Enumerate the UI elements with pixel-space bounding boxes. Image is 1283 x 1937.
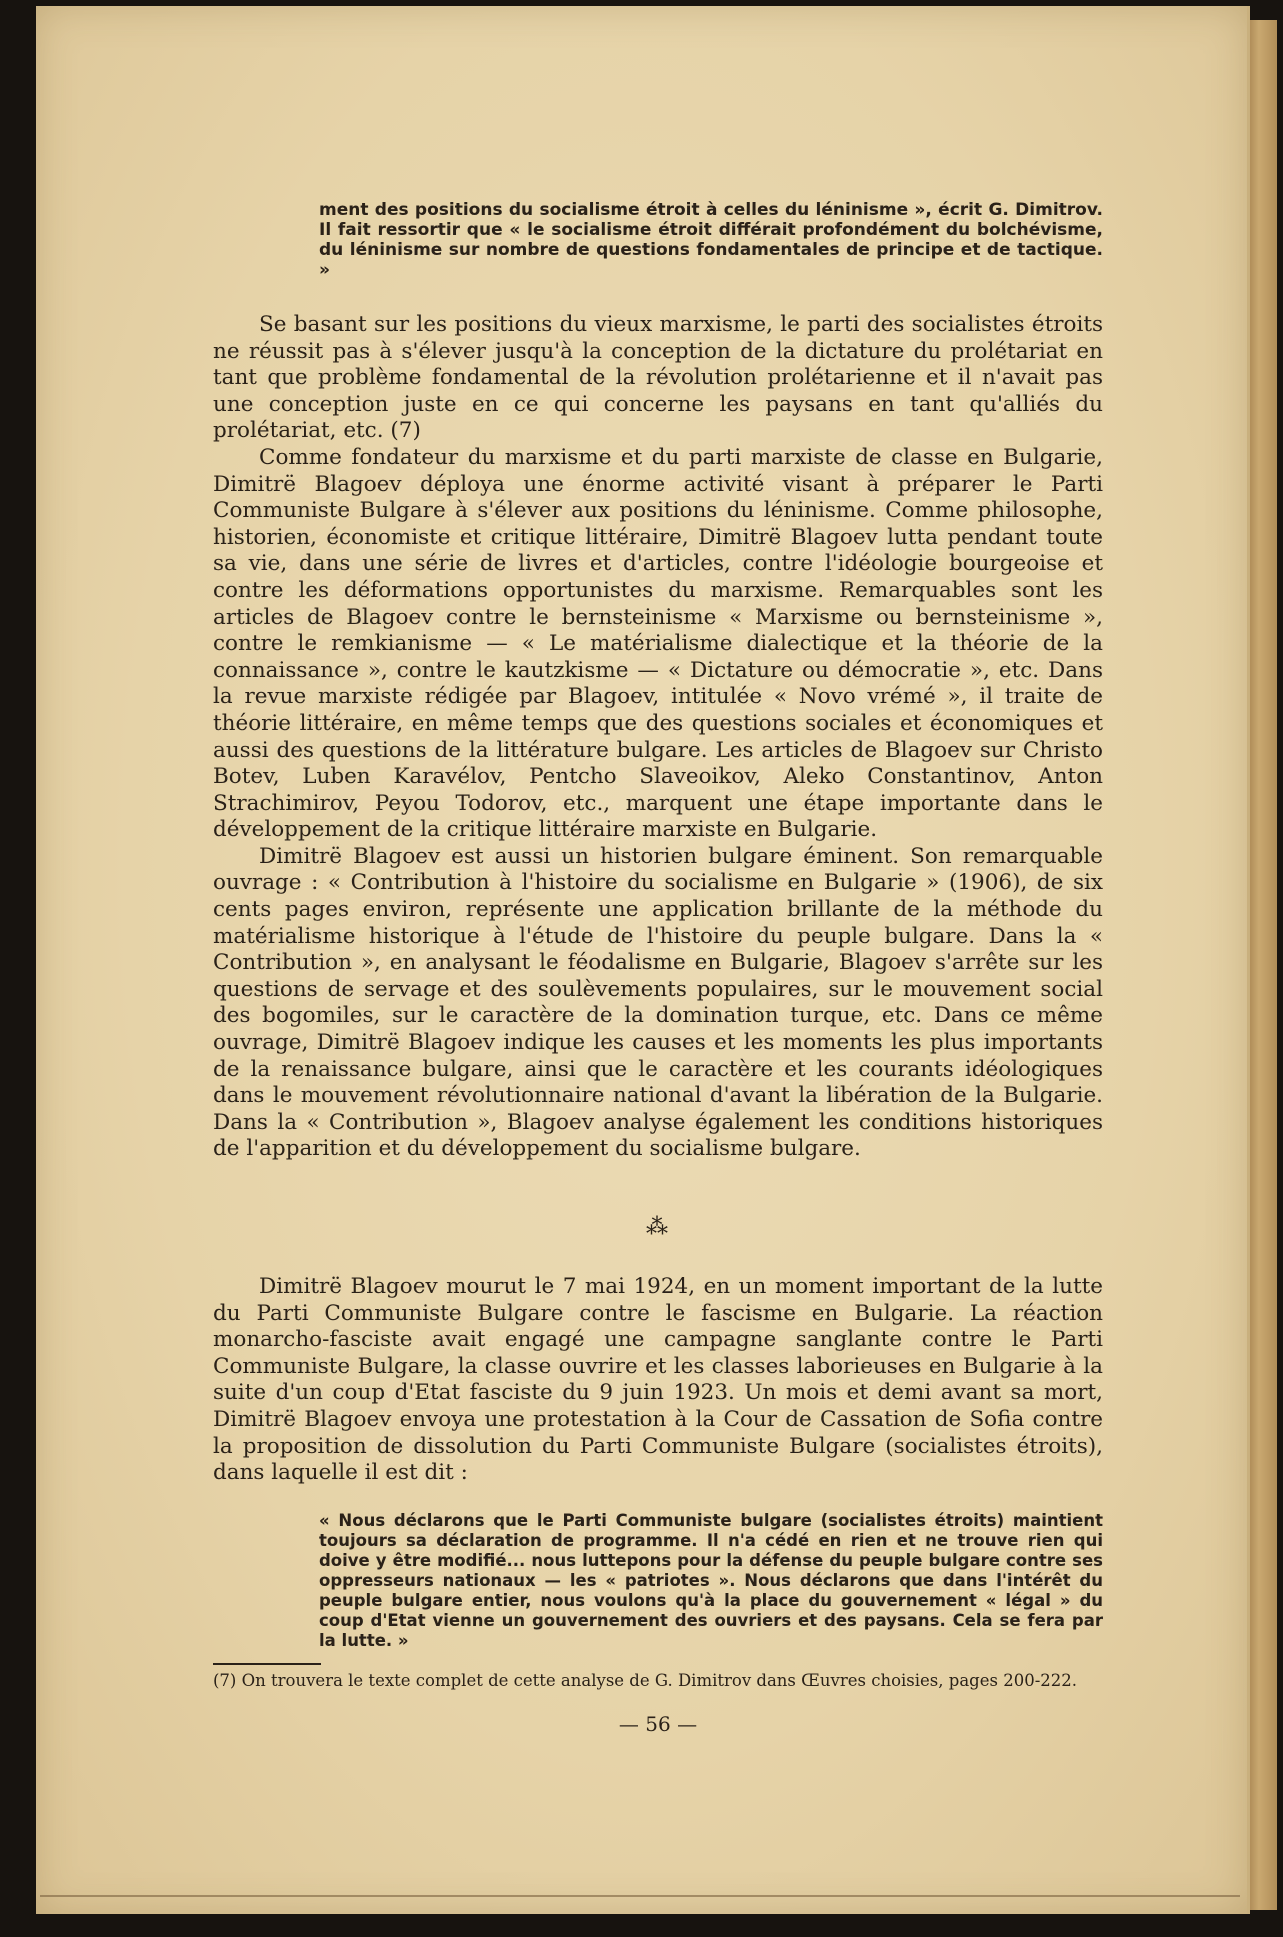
page-content	[213, 200, 1103, 1736]
body-text	[213, 312, 1103, 1163]
paragraph-3: Dimitrë Blagoev est aussi un historien bulgare éminent. Son remarquable ouvrage : « Contribution à l'histoire du socialisme en Bulgarie » (1906), de six cents pages environ, représente une application brillante de la méthode du matérialisme historique à l'étude de l'histoire du peuple bulgare. Dans la « Contribution », en analysant le féodalisme en Bulgarie, Blagoev s'arrête sur les questions de servage et des soulèvements populaires, sur le mouvement social des bogomiles, sur le caractère de la domination turque, etc. Dans ce même ouvrage, Dimitrë Blagoev indique les causes et les moments les plus importants de la renaissance bulgare, ainsi que le caractère et les courants idéologiques dans le mouvement révolutionnaire national d'avant la libération de la Bulgarie. Dans la « Contribution », Blagoev analyse également les conditions historiques de l'apparition et du développement du socialisme bulgare.	[213, 843, 1103, 1162]
top-quote: ment des positions du socialisme étroit à celles du léninisme », écrit G. Dimitrov. Il fait ressortir que « le socialisme étroit différait profondément du bolchévisme, du léninisme sur nombre de questions fondamentales de principe et de tactique. »	[319, 200, 1103, 280]
page-number: — 56 —	[618, 1711, 698, 1736]
paragraph-1: Se basant sur les positions du vieux marxisme, le parti des socialistes étroits ne réussit pas à s'élever jusqu'à la conception de la dictature du prolétariat en tant que problème fondamental de la révolution prolétarienne et il n'avait pas une conception juste en ce qui concerne les paysans en tant qu'alliés du prolétariat, etc. (7)	[213, 312, 1103, 444]
section-separator: ⁂	[646, 1215, 670, 1240]
footnote: (7) On trouvera le texte complet de cette analyse de G. Dimitrov dans Œuvres choisies, pages 200-222.	[213, 1670, 1078, 1690]
body-text-2	[213, 1274, 1103, 1487]
paragraph-2: Comme fondateur du marxisme et du parti marxiste de classe en Bulgarie, Dimitrë Blagoev déploya une énorme activité visant à préparer le Parti Communiste Bulgare à s'élever aux positions du léninisme. Comme philosophe, historien, économiste et critique littéraire, Dimitrë Blagoev lutta pendant toute sa vie, dans une série de livres et d'articles, contre l'idéologie bourgeoise et contre les déformations opportunistes du marxisme. Remarquables sont les articles de Blagoev contre le bernsteinisme « Marxisme ou bernsteinisme », contre le remkianisme — « Le matérialisme dialectique et la théorie de la connaissance », contre le kautzkisme — « Dictature ou démocratie », etc. Dans la revue marxiste rédigée par Blagoev, intitulée « Novo vrémé », il traite de théorie littéraire, en même temps que des questions sociales et économiques et aussi des questions de la littérature bulgare. Les articles de Blagoev sur Christo Botev, Luben Karavélov, Pentcho Slaveoikov, Aleko Constantinov, Anton Strachimirov, Peyou Todorov, etc., marquent une étape importante dans le développement de la critique littéraire marxiste en Bulgarie.	[213, 444, 1103, 843]
paragraph-4: Dimitrë Blagoev mourut le 7 mai 1924, en un moment important de la lutte du Parti Communiste Bulgare contre le fascisme en Bulgarie. La réaction monarcho-fasciste avait engagé une campagne sanglante contre le Parti Communiste Bulgare, la classe ouvrire et les classes laborieuses en Bulgarie à la suite d'un coup d'Etat fasciste du 9 juin 1923. Un mois et demi avant sa mort, Dimitrë Blagoev envoya une protestation à la Cour de Cassation de Sofia contre la proposition de dissolution du Parti Communiste Bulgare (socialistes étroits), dans laquelle il est dit :	[213, 1274, 1103, 1486]
footnote-rule	[213, 1663, 321, 1665]
page-bottom-edge	[40, 1895, 1240, 1897]
bottom-quote: « Nous déclarons que le Parti Communiste bulgare (socialistes étroits) maintient toujours sa déclaration de programme. Il n'a cédé en rien et ne trouve rien qui doive y être modifié... nous luttерons pour la défense du peuple bulgare contre ses oppresseurs nationaux — les « patriotes ». Nous déclarons que dans l'intérêt du peuple bulgare entier, nous voulons qu'à la place du gouvernement « légal » du coup d'Etat vienne un gouvernement des ouvriers et des paysans. Cela se fera par la lutte. »	[319, 1510, 1103, 1650]
page-edge	[1247, 20, 1277, 1910]
